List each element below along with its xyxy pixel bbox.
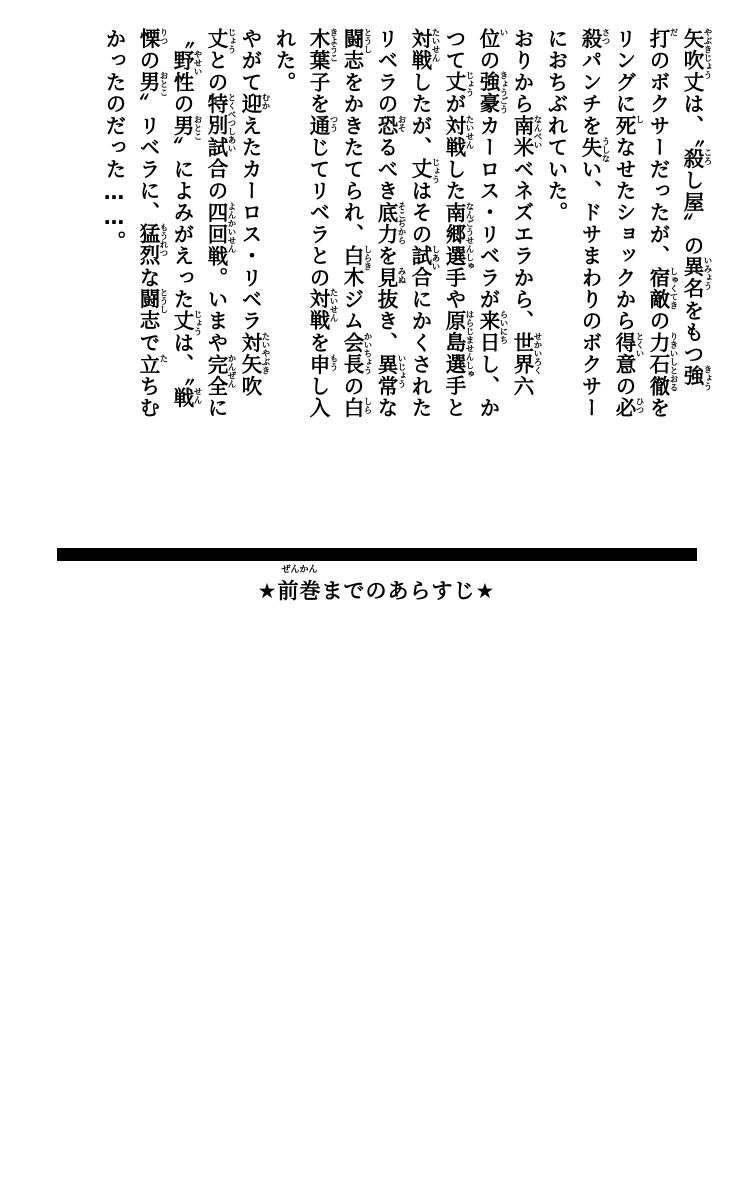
ruby-text: よんかいせん xyxy=(226,201,236,253)
ruby-group: たいせん 対戦 xyxy=(442,114,474,159)
ruby-group: とうし 闘志 xyxy=(136,288,168,332)
ruby-text: きょう xyxy=(702,365,712,391)
title-ruby-base: 前巻 xyxy=(277,579,322,603)
ruby-group: た 立 xyxy=(136,353,168,376)
ruby-text: たいやぶき xyxy=(260,331,270,375)
ruby-group: ころ 殺 xyxy=(680,147,712,170)
ruby-text: しら xyxy=(362,396,372,414)
ruby-group: いじょう 異常 xyxy=(374,353,406,397)
ruby-text: しらき xyxy=(362,245,372,271)
ruby-text: らいにち xyxy=(498,310,508,345)
ruby-group: とくい 得意 xyxy=(612,331,644,376)
ruby-group: はらじませんしゅ 原島選手 xyxy=(442,310,474,397)
text-column: リングに し 死なせたショックから とくい 得意の ひつ 必 xyxy=(612,28,644,419)
ruby-group: し 死 xyxy=(612,114,644,137)
text-column: つて じょう 丈が たいせん 対戦した なんごうせんしゅ 南郷選手や はらじませんしゅ 原島選手と xyxy=(442,28,474,419)
ruby-group: きょうごう 強豪 xyxy=(476,71,508,115)
ruby-group: きようこ 木葉子 xyxy=(306,28,338,94)
ruby-text: なんごうせんしゅ xyxy=(464,201,474,270)
ruby-group: むか 迎 xyxy=(238,93,270,115)
page-title xyxy=(0,565,753,605)
ruby-group: おそ 恐 xyxy=(374,114,406,137)
title-rest: までのあらすじ xyxy=(321,579,476,603)
ruby-text: とうし xyxy=(362,28,372,54)
ruby-text: せん xyxy=(192,386,202,404)
ruby-text: じょう xyxy=(226,28,236,54)
ruby-text: なんべい xyxy=(532,114,542,149)
text-column: れた。 xyxy=(272,28,296,94)
ruby-group: みぬ 見抜 xyxy=(374,266,406,311)
ruby-group: なんべい 南米 xyxy=(510,114,542,159)
ruby-text: じょう xyxy=(192,310,202,336)
ruby-text: たいせん xyxy=(328,288,338,323)
ruby-group: しらき 白木 xyxy=(340,245,372,289)
ruby-group: おとこ 男 xyxy=(170,114,202,141)
ruby-group: い 位 xyxy=(476,28,508,50)
ruby-group: たいせん 対戦 xyxy=(408,28,440,72)
ruby-group: つう 通 xyxy=(306,114,338,137)
text-column: だ 打のボクサーだったが、 しゅくてき 宿敵の りきいしとおる 力石徹を xyxy=(646,28,678,419)
text-column: たいせん 対戦したが、 じょう 丈はその しあい 試合にかくされた xyxy=(408,28,440,419)
ruby-text: もう xyxy=(328,353,338,371)
ruby-group: りつ 慄 xyxy=(136,28,168,50)
ruby-group: いみょう 異名 xyxy=(680,256,712,300)
ruby-group: らいにち 来日 xyxy=(476,310,508,354)
ruby-text: た xyxy=(158,353,168,363)
ruby-text: し xyxy=(634,114,644,124)
ruby-text: きようこ xyxy=(328,28,338,62)
ruby-group: じょう 丈 xyxy=(170,310,202,336)
ruby-group: とくべつしあい 特別試合 xyxy=(204,93,236,180)
ruby-text: ころ xyxy=(702,147,712,165)
ruby-text: おとこ xyxy=(158,71,168,97)
ruby-text: りきいしとおる xyxy=(668,331,678,392)
ruby-group: もうれつ 猛烈 xyxy=(136,223,168,267)
ruby-text: とうし xyxy=(158,288,168,314)
ruby-group: おとこ 男 xyxy=(136,71,168,97)
horizontal-rule xyxy=(57,548,697,561)
ruby-group: りきいしとおる 力石徹 xyxy=(646,331,678,397)
ruby-group: きょう 強 xyxy=(680,365,712,391)
text-column: とうし 闘志をかきたてられ、 しらき 白木ジム かいちょう 会長の しら 白 xyxy=(340,28,372,419)
text-column: リベラの おそ 恐るべき そこぢから 底力を みぬ 見抜き、 いじょう 異常な xyxy=(374,28,406,419)
vertical-text-body xyxy=(52,28,712,528)
ruby-group: かんぜん 完全 xyxy=(204,353,236,397)
ruby-group: とうし 闘志 xyxy=(340,28,372,72)
ruby-text: つう xyxy=(328,114,338,132)
ruby-group: たいやぶき 対矢吹 xyxy=(238,331,270,397)
ruby-group: たいせん 対戦 xyxy=(306,288,338,332)
ruby-text: うしな xyxy=(600,136,610,163)
ruby-group: うしな 失 xyxy=(578,136,610,163)
ruby-text: せかいろく xyxy=(532,331,542,375)
title-star-left: ★ xyxy=(257,579,278,603)
ruby-text: しゅくてき xyxy=(668,266,678,310)
text-column: におちぶれていた。 xyxy=(544,28,568,224)
text-column: やぶきじょう 矢吹丈は、〝 ころ 殺し屋〟の いみょう 異名をもつ きょう 強 xyxy=(680,28,712,391)
ruby-text: たいせん xyxy=(464,114,474,149)
ruby-group: よんかいせん 四回戦 xyxy=(204,201,236,267)
text-column: おりから なんべい 南米ベネズエラから、 せかいろく 世界六 xyxy=(510,28,542,397)
ruby-text: おそ xyxy=(396,114,406,132)
ruby-group: もう 申 xyxy=(306,353,338,376)
ruby-group: しら 白 xyxy=(340,396,372,419)
ruby-text: いみょう xyxy=(702,256,712,291)
ruby-group: しあい 試合 xyxy=(408,245,440,289)
ruby-group: じょう 丈 xyxy=(442,71,474,97)
ruby-group: かいちょう 会長 xyxy=(340,331,372,376)
ruby-text: やぶきじょう xyxy=(702,28,712,79)
ruby-text: かんぜん xyxy=(226,353,236,388)
ruby-text: だ xyxy=(668,28,678,37)
ruby-group: なんごうせんしゅ 南郷選手 xyxy=(442,201,474,289)
summary-heading-area xyxy=(0,540,753,630)
text-column: りつ 慄の おとこ 男〟リベラに、 もうれつ 猛烈な とうし 闘志で た 立ちむ xyxy=(136,28,168,419)
ruby-text: たいせん xyxy=(430,28,440,62)
text-column: やがて むか 迎えたカーロス・リベラ たいやぶき 対矢吹 xyxy=(238,28,270,397)
ruby-group: やせい 野性 xyxy=(170,49,202,94)
text-column: さつ 殺パンチを うしな 失い、ドサまわりのボクサー xyxy=(578,28,610,419)
ruby-group: そこぢから 底力 xyxy=(374,201,406,246)
ruby-text: さつ xyxy=(600,28,610,45)
text-column: い 位の きょうごう 強豪カーロス・リベラが らいにち 来日し、か xyxy=(476,28,508,419)
ruby-text: そこぢから xyxy=(396,201,406,245)
text-column: かったのだった……。 xyxy=(102,28,126,253)
ruby-group: せかいろく 世界六 xyxy=(510,331,542,397)
ruby-text: はらじませんしゅ xyxy=(464,310,474,379)
ruby-group: しゅくてき 宿敵 xyxy=(646,266,678,311)
ruby-text: むか xyxy=(260,93,270,111)
ruby-group: ひつ 必 xyxy=(612,396,644,419)
ruby-text: じょう xyxy=(430,158,440,184)
ruby-text: もうれつ xyxy=(158,223,168,258)
ruby-group: せん 戦 xyxy=(170,386,202,409)
title-star-right: ★ xyxy=(475,579,496,603)
title-ruby-text: ぜんかん xyxy=(281,565,318,575)
ruby-group: じょう 丈 xyxy=(204,28,236,54)
ruby-text: りつ xyxy=(158,28,168,45)
ruby-text: い xyxy=(498,28,508,37)
ruby-text: かいちょう xyxy=(362,331,372,375)
ruby-group: じょう 丈 xyxy=(408,158,440,184)
text-column: じょう 丈との とくべつしあい 特別試合の よんかいせん 四回戦。いまや かんぜん 完全に xyxy=(204,28,236,419)
ruby-text: ひつ xyxy=(634,396,644,414)
ruby-text: やせい xyxy=(192,49,202,76)
text-column: きようこ 木葉子を つう 通じてリベラとの たいせん 対戦を もう 申し入 xyxy=(306,28,338,419)
ruby-text: いじょう xyxy=(396,353,406,388)
ruby-group: やぶきじょう 矢吹丈 xyxy=(680,28,712,94)
ruby-text: きょうごう xyxy=(498,71,508,114)
ruby-group: だ 打 xyxy=(646,28,678,50)
ruby-group: さつ 殺 xyxy=(578,28,610,50)
ruby-text: みぬ xyxy=(396,266,406,284)
title-ruby-group xyxy=(277,565,322,605)
ruby-text: おとこ xyxy=(192,114,202,141)
ruby-text: じょう xyxy=(464,71,474,97)
ruby-text: とくべつしあい xyxy=(226,93,236,153)
ruby-text: しあい xyxy=(430,245,440,271)
text-column: 〝 やせい 野性の おとこ 男〟によみがえった じょう 丈は、〝 せん 戦 xyxy=(170,28,202,409)
ruby-text: とくい xyxy=(634,331,644,358)
